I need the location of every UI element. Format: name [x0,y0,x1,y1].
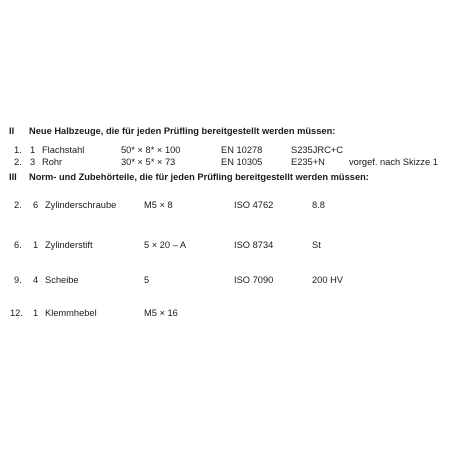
row-norm: EN 10305 [221,157,263,167]
row-dimensions: 50* × 8* × 100 [121,145,181,155]
section-iii-numeral: III [9,172,17,182]
row-norm: ISO 4762 [234,200,274,210]
row-name: Flachstahl [42,145,85,155]
row-quantity: 6 [33,200,39,210]
row-norm: ISO 8734 [234,240,274,250]
row-quantity: 4 [33,275,39,285]
section-ii-numeral: II [9,126,15,136]
row-position: 12. [10,308,23,318]
row-dimensions: 5 × 20 – A [144,240,187,250]
row-name: Rohr [42,157,63,167]
row-quantity: 3 [30,157,36,167]
row-material: S235JRC+C [291,145,343,155]
row-dimensions: M5 × 16 [144,308,178,318]
row-dimensions: 5 [144,275,150,285]
row-name: Zylinderschraube [45,200,117,210]
section-ii-heading: Neue Halbzeuge, die für jeden Prüfling bereitgestellt werden müssen: [29,126,336,136]
row-material: St [312,240,321,250]
row-position: 9. [14,275,22,285]
row-quantity: 1 [33,240,39,250]
row-material: 200 HV [312,275,344,285]
row-dimensions: 30* × 5* × 73 [121,157,176,167]
row-position: 2. [14,200,22,210]
row-quantity: 1 [30,145,36,155]
row-material: E235+N [291,157,325,167]
row-position: 6. [14,240,22,250]
row-norm: ISO 7090 [234,275,274,285]
row-name: Klemmhebel [45,308,97,318]
row-dimensions: M5 × 8 [144,200,173,210]
row-position: 1. [14,145,22,155]
row-note: vorgef. nach Skizze 1 [349,157,438,167]
section-iii-heading: Norm- und Zubehörteile, die für jeden Prüfling bereitgestellt werden müssen: [29,172,369,182]
row-norm: EN 10278 [221,145,263,155]
row-material: 8.8 [312,200,325,210]
row-position: 2. [14,157,22,167]
row-name: Scheibe [45,275,79,285]
row-name: Zylinderstift [45,240,93,250]
row-quantity: 1 [33,308,39,318]
